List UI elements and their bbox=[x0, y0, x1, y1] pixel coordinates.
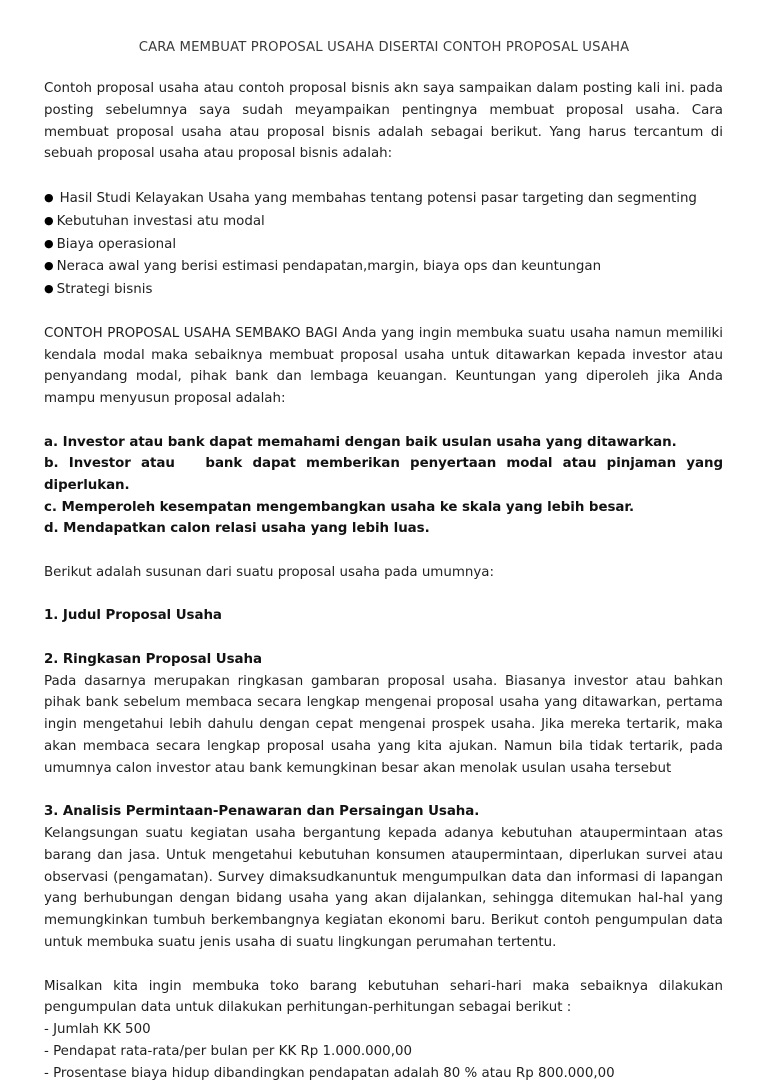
survey-data-list bbox=[44, 1019, 723, 1084]
spacer bbox=[44, 540, 723, 562]
spacer bbox=[44, 627, 723, 649]
section-heading-3: 3. Analisis Permintaan-Penawaran dan Persaingan Usaha. bbox=[44, 804, 480, 820]
structure-intro-paragraph: Berikut adalah susunan dari suatu proposal usaha pada umumnya: bbox=[44, 564, 495, 580]
list-item-label: Biaya operasional bbox=[56, 236, 177, 252]
list-item: - Pendapat rata-rata/per bulan per KK Rp 1.000.000,00 bbox=[44, 1044, 412, 1060]
list-item bbox=[44, 233, 723, 256]
document-body bbox=[44, 78, 728, 1085]
section-2-body: Pada dasarnya merupakan ringkasan gambaran proposal usaha. Biasanya investor atau bahkan pihak bank sebelum membaca secara lengkap mengenai proposal usaha yang ditawarkan, pertama ingin mengetahui lebih dahulu dengan cepat mengenai prospek usaha. Jika mereka tertarik, maka akan membaca secara lengkap proposal usaha yang kita ajukan. Namun bila tidak tertarik, pada umumnya calon investor atau bank kemungkinan besar akan menolak usulan usaha tersebut bbox=[44, 673, 723, 776]
spacer bbox=[44, 954, 723, 976]
intro-paragraph: Contoh proposal usaha atau contoh proposal bisnis akn saya sampaikan dalam posting kali ini. pada posting sebelumnya saya sudah meyampaikan pentingnya membuat proposal usaha. Cara membuat proposal usaha atau proposal bisnis adalah sebagai berikut. Yang harus tercantum di sebuah proposal usaha atau proposal bisnis adalah: bbox=[44, 81, 723, 162]
spacer bbox=[44, 779, 723, 801]
bullet-icon: ● bbox=[44, 236, 54, 250]
spacer bbox=[44, 410, 723, 432]
spacer bbox=[44, 583, 723, 605]
list-item-label: Strategi bisnis bbox=[56, 282, 153, 298]
list-item bbox=[44, 255, 723, 278]
benefits-list bbox=[44, 432, 728, 540]
spacer bbox=[44, 301, 723, 323]
list-item bbox=[44, 278, 723, 301]
sembako-paragraph: CONTOH PROPOSAL USAHA SEMBAKO BAGI Anda yang ingin membuka suatu usaha namun memiliki kendala modal maka sebaiknya membuat proposal usaha untuk ditawarkan kepada investor atau penyandang modal, pihak bank dan lembaga keuangan. Keuntungan yang diperoleh jika Anda mampu menyusun proposal adalah: bbox=[44, 325, 723, 407]
section-3-body: Kelangsungan suatu kegiatan usaha bergantung kepada adanya kebutuhan ataupermintaan atas barang dan jasa. Untuk mengetahui kebutuhan konsumen ataupermintaan, diperlukan survei atau observasi (pengamatan). Survey dimaksudkanuntuk mengumpulkan data dan informasi di lapangan yang berhubungan dengan bidang usaha yang akan dijalankan, sehingga ditemukan hal-hal yang memungkinkan tumbuh berkembangnya kegiatan ekonomi baru. Berikut contoh pengumpulan data untuk membuka suatu jenis usaha di suatu lingkungan perumahan tertentu. bbox=[44, 826, 723, 951]
list-item bbox=[44, 210, 723, 233]
bullet-icon: ● bbox=[44, 282, 54, 296]
list-item-label: Kebutuhan investasi atu modal bbox=[56, 213, 265, 229]
list-item: d. Mendapatkan calon relasi usaha yang lebih luas. bbox=[44, 521, 430, 537]
list-item: a. Investor atau bank dapat memahami dengan baik usulan usaha yang ditawarkan. bbox=[44, 434, 677, 450]
list-item: b. Investor atau bank dapat memberikan penyertaan modal atau pinjaman yang diperlukan. bbox=[44, 456, 728, 493]
bullet-icon: ● bbox=[44, 213, 54, 227]
list-item bbox=[44, 187, 723, 210]
list-item: - Jumlah KK 500 bbox=[44, 1022, 151, 1038]
section-heading-1: 1. Judul Proposal Usaha bbox=[44, 608, 222, 624]
bullet-icon: ● bbox=[44, 190, 54, 204]
list-item: c. Memperoleh kesempatan mengembangkan usaha ke skala yang lebih besar. bbox=[44, 499, 635, 515]
requirements-bullet-list bbox=[44, 187, 723, 301]
list-item: - Prosentase biaya hidup dibandingkan pendapatan adalah 80 % atau Rp 800.000,00 bbox=[44, 1065, 615, 1081]
page-title: CARA MEMBUAT PROPOSAL USAHA DISERTAI CONTOH PROPOSAL USAHA bbox=[138, 40, 630, 55]
list-item-label: Hasil Studi Kelayakan Usaha yang membahas tentang potensi pasar targeting dan segmenting bbox=[59, 190, 697, 206]
example-intro-paragraph: Misalkan kita ingin membuka toko barang kebutuhan sehari-hari maka sebaiknya dilakukan pengumpulan data untuk dilakukan perhitungan-perhitungan sebagai berikut : bbox=[44, 978, 723, 1016]
list-item-label: Neraca awal yang berisi estimasi pendapatan,margin, biaya ops dan keuntungan bbox=[56, 259, 602, 275]
spacer bbox=[44, 165, 723, 187]
bullet-icon: ● bbox=[44, 259, 54, 273]
section-heading-2: 2. Ringkasan Proposal Usaha bbox=[44, 651, 262, 667]
